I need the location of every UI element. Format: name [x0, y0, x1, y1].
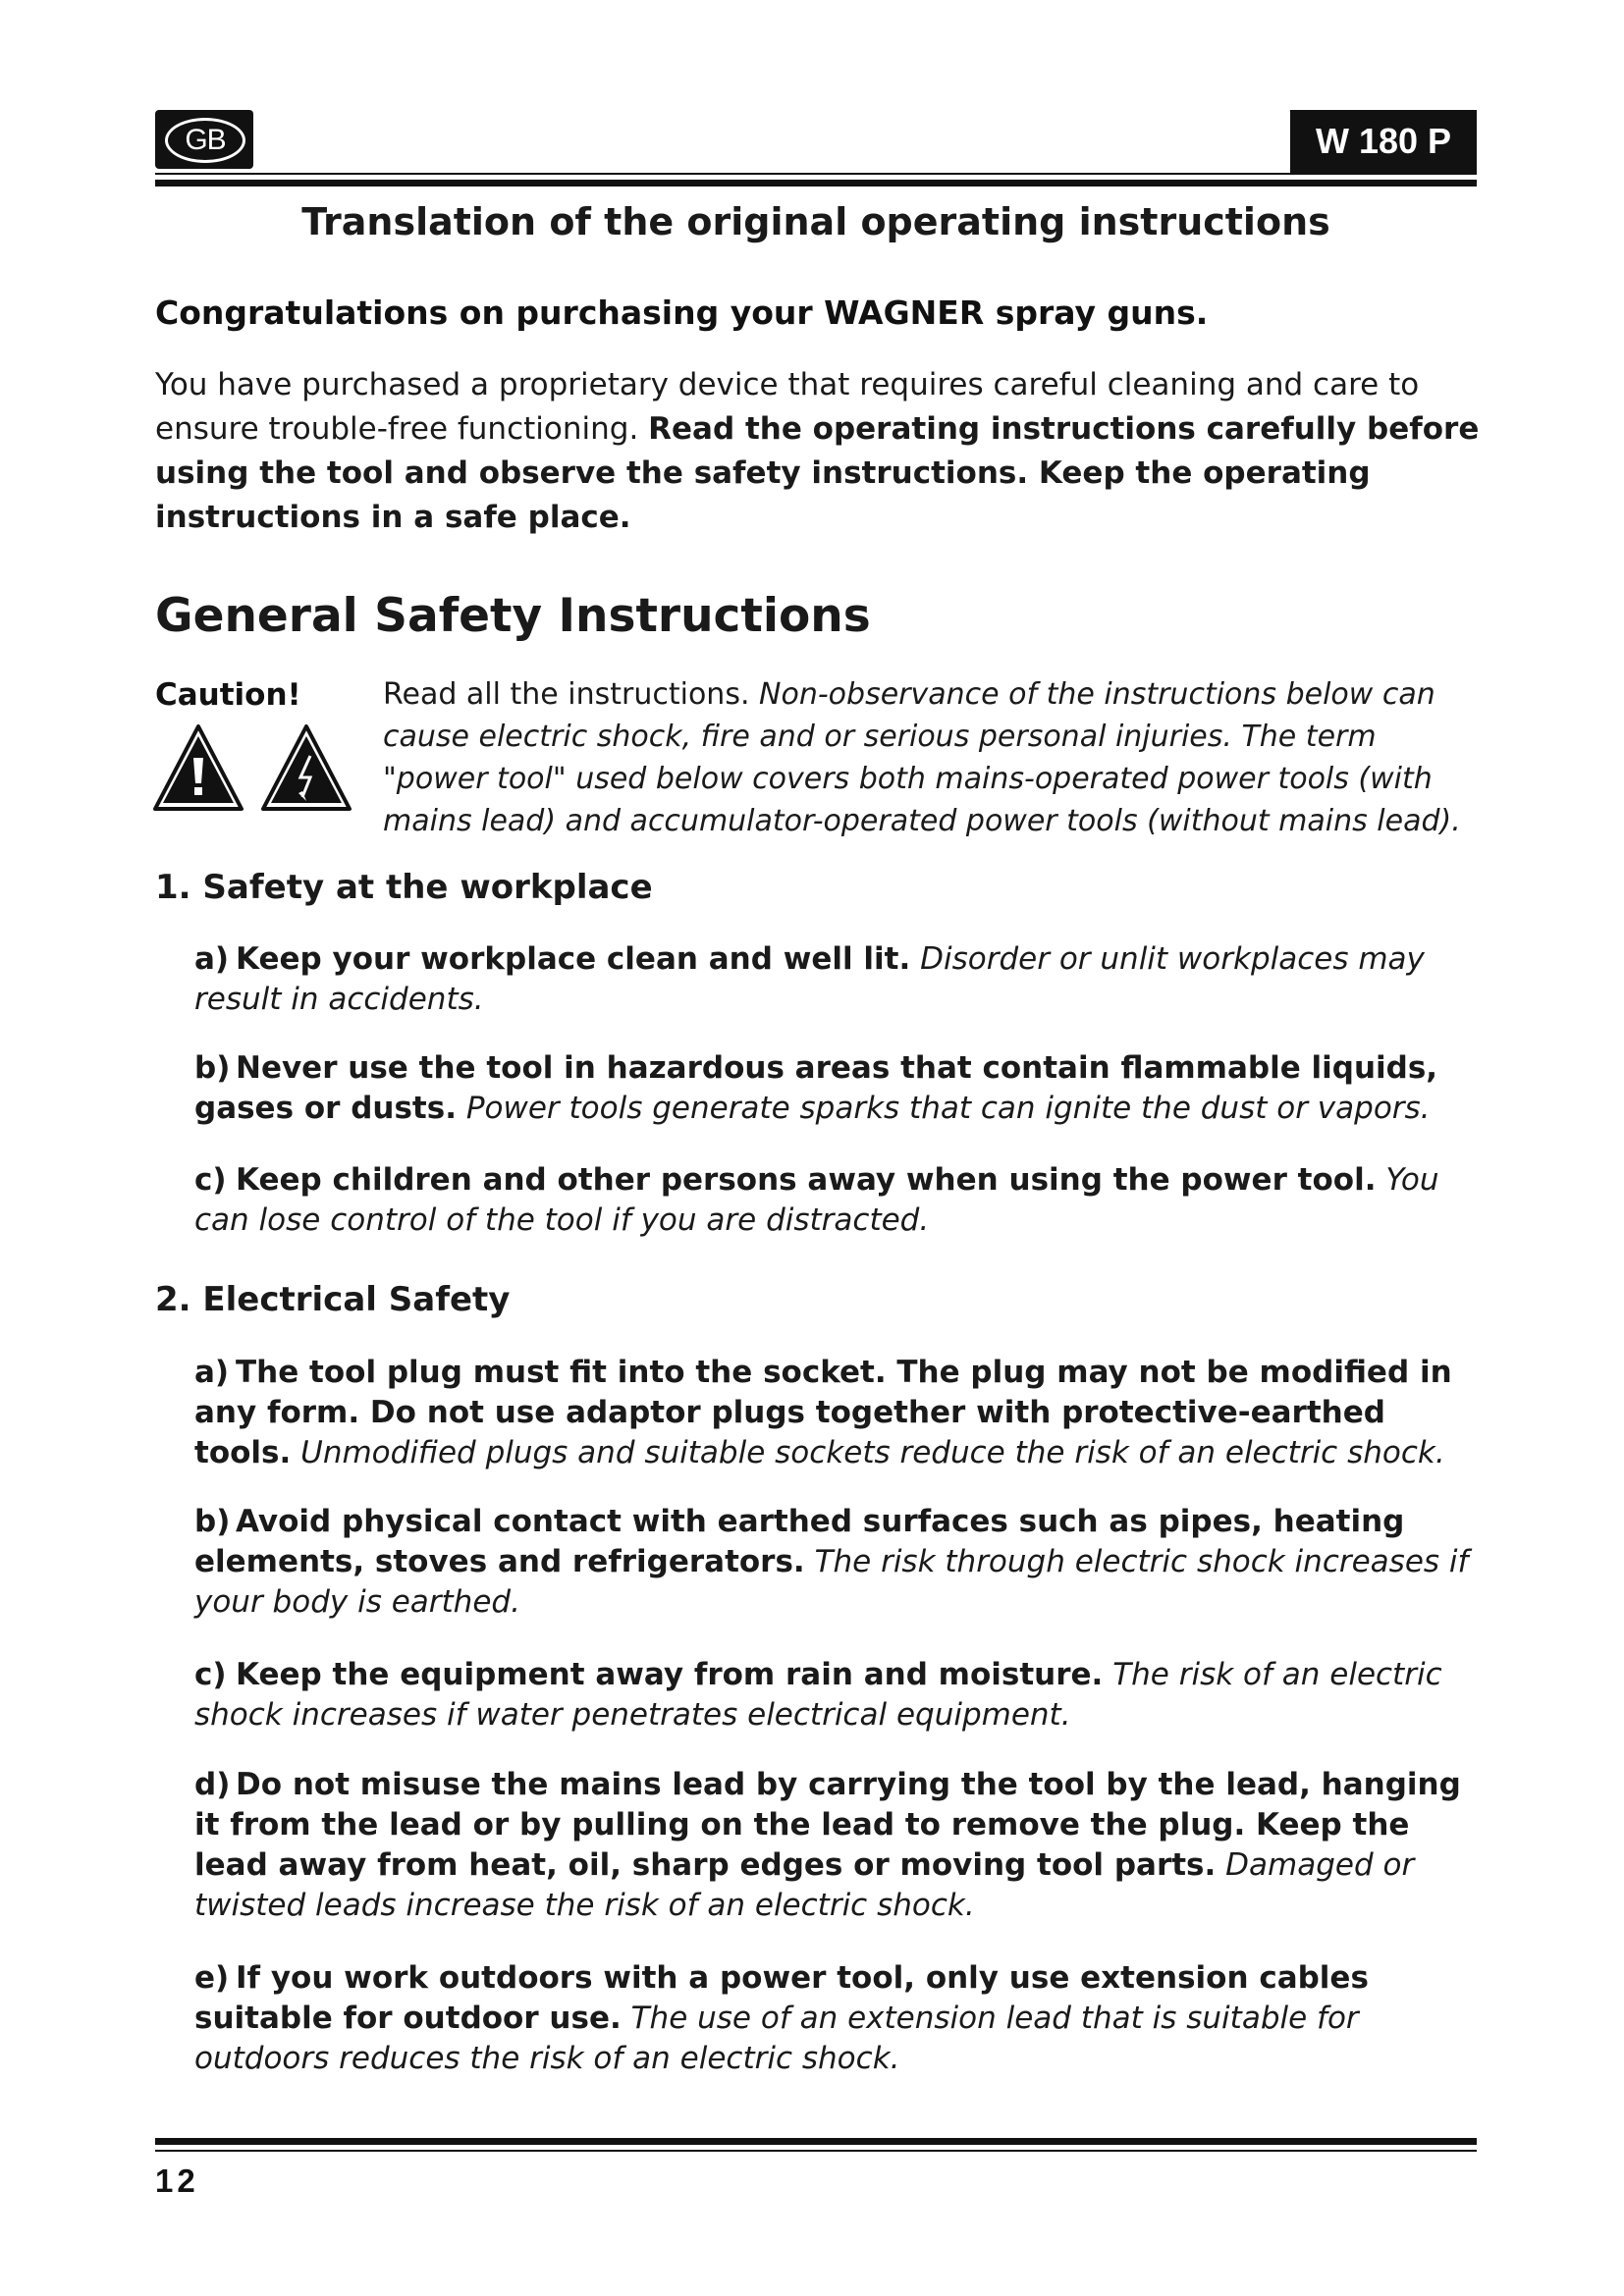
list-item: [194, 1160, 1483, 1241]
item-label: c): [194, 1657, 227, 1692]
item-description: You can lose control of the tool if you are distracted.: [194, 1162, 1439, 1238]
item-bold-text: If you work outdoors with a power tool, only use extension cables suitable for outdoor use.: [194, 1960, 1369, 2036]
list-item: [194, 1048, 1483, 1129]
document-subtitle: Translation of the original operating instructions: [301, 200, 1330, 243]
item-bold-text: Avoid physical contact with earthed surfaces such as pipes, heating elements, stoves and refrigerators.: [194, 1504, 1405, 1579]
list-item: [194, 939, 1483, 1020]
item-label: b): [194, 1504, 231, 1539]
item-description: The use of an extension lead that is suitable for outdoors reduces the risk of an electric shock.: [194, 2001, 1359, 2076]
item-bold-text: Never use the tool in hazardous areas that contain flammable liquids, gases or dusts.: [194, 1050, 1438, 1126]
intro-bold-text: Read the operating instructions carefully before using the tool and observe the safety instructions. Keep the operating instructions in a safe place.: [155, 411, 1480, 535]
list-item: [194, 1655, 1483, 1735]
list-item: [194, 1765, 1483, 1926]
item-description: Damaged or twisted leads increase the risk of an electric shock.: [194, 1847, 1415, 1923]
model-badge: W 180 P: [1290, 110, 1477, 173]
caution-text: [383, 673, 1483, 842]
item-bold-text: Keep your workplace clean and well lit.: [236, 941, 911, 977]
item-description: Disorder or unlit workplaces may result in accidents.: [194, 941, 1425, 1017]
page-number: 12: [155, 2163, 199, 2199]
main-heading: General Safety Instructions: [155, 589, 871, 643]
item-label: d): [194, 1767, 231, 1802]
warning-exclamation-icon: [155, 726, 242, 809]
section-2-title: 2. Electrical Safety: [155, 1280, 511, 1319]
footer-rule-thick: [155, 2138, 1477, 2145]
language-code: GB: [165, 118, 245, 163]
electric-hazard-icon: [263, 726, 350, 809]
footer-rule-thin: [155, 2150, 1477, 2152]
item-bold-text: Keep children and other persons away when using the power tool.: [236, 1162, 1377, 1198]
header-rule-thin: [155, 173, 1477, 175]
intro-text: You have purchased a proprietary device that requires careful cleaning and care to ensure trouble-free functioning.: [155, 367, 1420, 447]
item-bold-text: The tool plug must fit into the socket. The plug may not be modified in any form. Do not use adaptor plugs together with protective-earthed tools.: [194, 1355, 1452, 1470]
item-description: Power tools generate sparks that can ignite the dust or vapors.: [465, 1091, 1431, 1126]
list-item: [194, 1958, 1483, 2079]
item-bold-text: Do not misuse the mains lead by carrying the tool by the lead, hanging it from the lead or by pulling on the lead to remove the plug. Keep the lead away from heat, oil, sharp edges or moving tool parts.: [194, 1767, 1461, 1883]
header-rule-thick: [155, 180, 1477, 187]
list-item: [194, 1502, 1483, 1623]
item-label: c): [194, 1162, 227, 1198]
item-description: Unmodified plugs and suitable sockets reduce the risk of an electric shock.: [300, 1435, 1445, 1470]
section-1-title: 1. Safety at the workplace: [155, 868, 653, 907]
item-label: e): [194, 1960, 230, 1996]
item-description: The risk through electric shock increases if your body is earthed.: [194, 1544, 1469, 1620]
item-description: The risk of an electric shock increases if water penetrates electrical equipment.: [194, 1657, 1442, 1733]
item-bold-text: Keep the equipment away from rain and moisture.: [236, 1657, 1104, 1692]
language-badge: [155, 110, 253, 169]
list-item: [194, 1353, 1483, 1473]
caution-label: Caution!: [155, 677, 301, 713]
item-label: b): [194, 1050, 231, 1086]
caution-description: Non-observance of the instructions below can cause electric shock, fire and or serious personal injuries. The term "power tool" used below covers both mains-operated power tools (with mains lead) and accumulator-operated power tools (without mains lead).: [383, 677, 1461, 838]
caution-lead: Read all the instructions.: [383, 677, 750, 712]
congratulations-heading: Congratulations on purchasing your WAGNER spray guns.: [155, 294, 1209, 332]
warning-icons: [153, 724, 355, 819]
intro-paragraph: [155, 363, 1481, 540]
item-label: a): [194, 1355, 230, 1390]
item-label: a): [194, 941, 230, 977]
